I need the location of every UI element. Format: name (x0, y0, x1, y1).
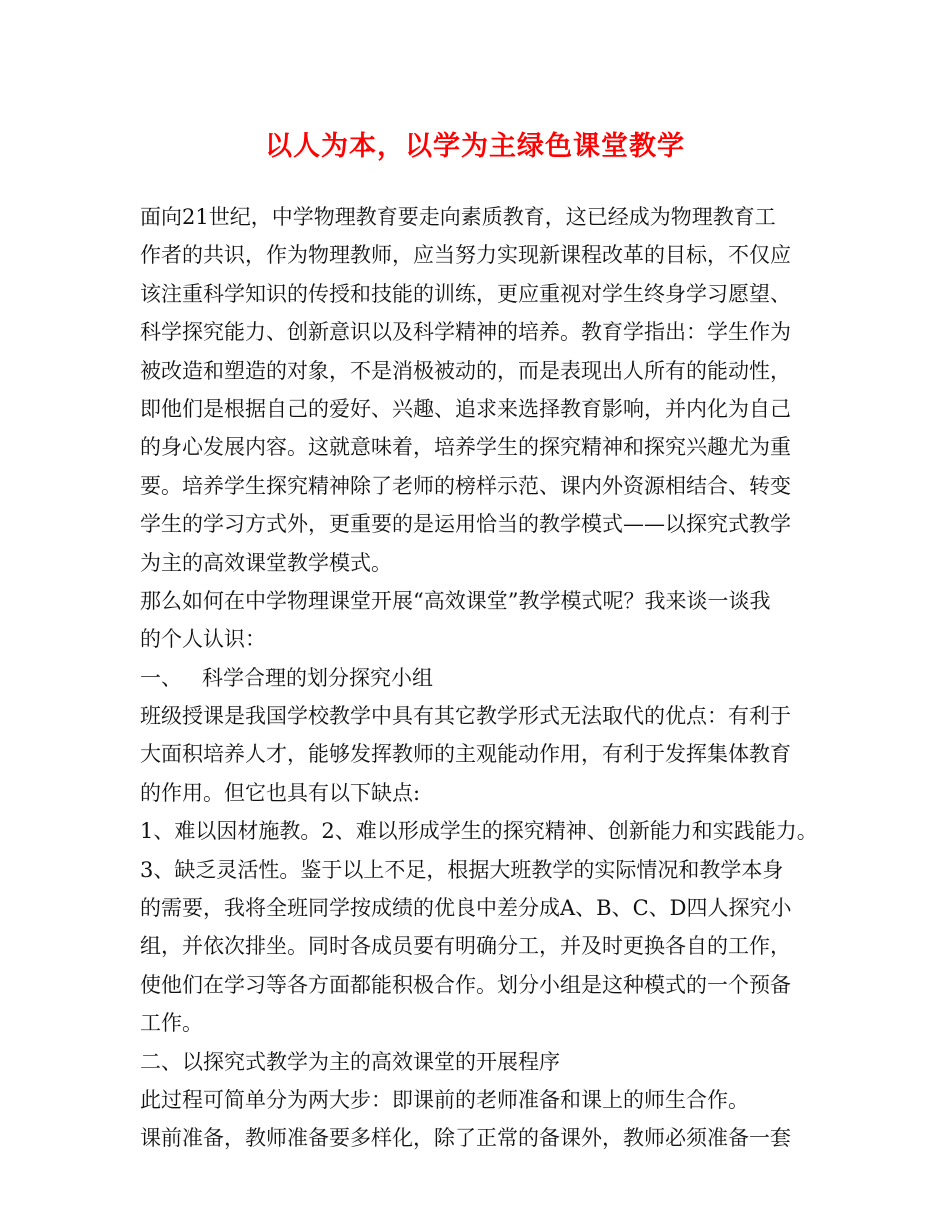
document-body (140, 198, 830, 1158)
text-line-20: 组，并依次排坐。同时各成员要有明确分工，并及时更换各自的工作， (140, 934, 791, 959)
text-line-21: 使他们在学习等各方面都能积极合作。划分小组是这种模式的一个预备 (140, 972, 791, 997)
text-line-11: 那么如何在中学物理课堂开展“高效课堂”教学模式呢？我来谈一谈我 (140, 588, 771, 613)
text-line-5: 被改造和塑造的对象，不是消极被动的，而是表现出人所有的能动性， (140, 358, 791, 383)
text-line-15: 大面积培养人才，能够发挥教师的主观能动作用，有利于发挥集体教育 (140, 742, 791, 767)
text-line-8: 要。培养学生探究精神除了老师的榜样示范、课内外资源相结合、转变 (140, 473, 791, 498)
text-line-24: 此过程可简单分为两大步：即课前的老师准备和课上的师生合作。 (140, 1087, 749, 1112)
text-line-19: 的需要，我将全班同学按成绩的优良中差分成A、B、C、D四人探究小 (140, 896, 792, 921)
text-line-18: 3、缺乏灵活性。鉴于以上不足，根据大班教学的实际情况和教学本身 (140, 857, 784, 882)
text-line-4: 科学探究能力、创新意识以及科学精神的培养。教育学指出：学生作为 (140, 320, 791, 345)
text-line-2: 作者的共识，作为物理教师，应当努力实现新课程改革的目标，不仅应 (140, 243, 791, 268)
text-line-9: 学生的学习方式外，更重要的是运用恰当的教学模式——以探究式教学 (140, 512, 791, 537)
text-line-7: 的身心发展内容。这就意味着，培养学生的探究精神和探究兴趣尤为重 (140, 435, 791, 460)
text-line-12: 的个人认识： (140, 627, 266, 652)
text-line-23: 二、以探究式教学为主的高效课堂的开展程序 (140, 1049, 560, 1074)
section-heading-text: 科学合理的划分探究小组 (202, 665, 433, 690)
text-line-3: 该注重科学知识的传授和技能的训练，更应重视对学生终身学习愿望、 (140, 281, 791, 306)
text-line-16: 的作用。但它也具有以下缺点: (140, 780, 421, 805)
text-line-1: 面向21世纪，中学物理教育要走向素质教育，这已经成为物理教育工 (140, 205, 776, 229)
text-line-17: 1、难以因材施教。2、难以形成学生的探究精神、创新能力和实践能力。 (140, 819, 818, 844)
document-title: 以人为本，以学为主绿色课堂教学 (265, 131, 685, 162)
text-line-10: 为主的高效课堂教学模式。 (140, 550, 392, 575)
section-heading-one (140, 659, 830, 697)
text-line-25: 课前准备，教师准备要多样化，除了正常的备课外，教师必须准备一套 (140, 1126, 791, 1151)
text-line-14: 班级授课是我国学校教学中具有其它教学形式无法取代的优点：有利于 (140, 704, 791, 729)
text-line-22: 工作。 (140, 1011, 203, 1036)
text-line-6: 即他们是根据自己的爱好、兴趣、追求来选择教育影响，并内化为自己 (140, 396, 791, 421)
section-number: 一、 (140, 665, 182, 690)
